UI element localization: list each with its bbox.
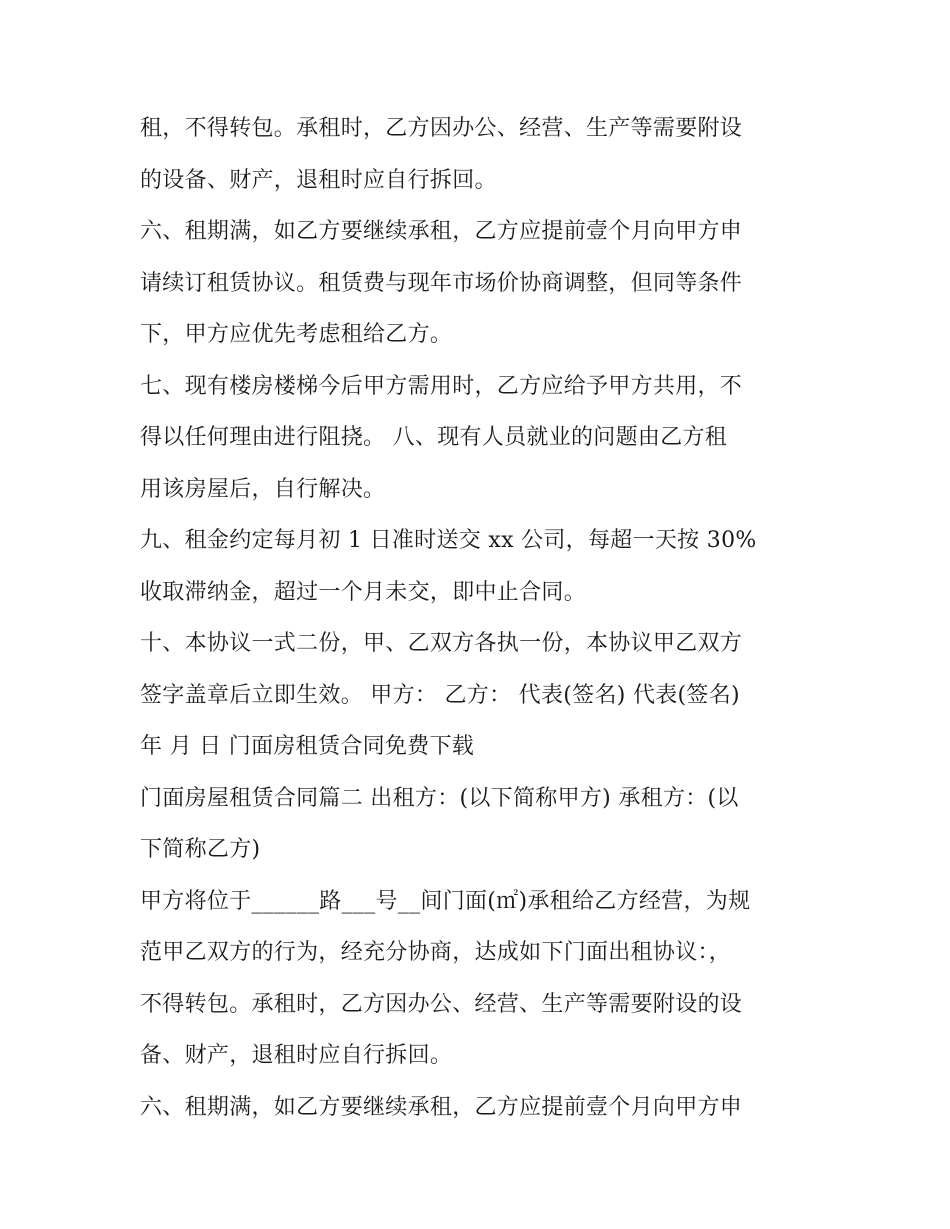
text-line: 门面房屋租赁合同篇二 出租方：(以下简称甲方) 承租方：(以 [140,785,739,811]
text-line: 收取滞纳金，超过一个月未交，即中止合同。 [140,579,587,605]
text-line: 六、租期满，如乙方要继续承租，乙方应提前壹个月向甲方申 [140,219,743,244]
text-line: 签字盖章后立即生效。 甲方： 乙方： 代表(签名) 代表(签名) [140,682,740,708]
text-line: 下简称乙方) [140,837,261,862]
text-line: 七、现有楼房楼梯今后甲方需用时，乙方应给予甲方共用，不 [140,373,743,399]
text-line: 九、租金约定每月初 1 日准时送交 xx 公司，每超一天按 30% [140,528,757,553]
text-line: 不得转包。承租时，乙方因办公、经营、生产等需要附设的设 [140,991,743,1017]
text-line: 租，不得转包。承租时，乙方因办公、经营、生产等需要附设 [140,116,743,141]
text-line: 下，甲方应优先考虑租给乙方。 [140,322,453,347]
text-line: 的设备、财产，退租时应自行拆回。 [140,167,497,193]
document-body [140,103,820,1133]
text-line: 年 月 日 门面房租赁合同免费下载 [140,734,475,759]
text-line: 得以任何理由进行阻挠。 八、现有人员就业的问题由乙方租 [140,425,728,450]
text-line: 十、本协议一式二份，甲、乙双方各执一份，本协议甲乙双方 [140,631,743,656]
text-line: 请续订租赁协议。租赁费与现年市场价协商调整，但同等条件 [140,270,743,296]
text-line: 用该房屋后，自行解决。 [140,476,386,502]
text-line: 备、财产，退租时应自行拆回。 [140,1043,453,1068]
text-line: 范甲乙双方的行为，经充分协商，达成如下门面出租协议：， [140,940,732,965]
text-line: 六、租期满，如乙方要继续承租，乙方应提前壹个月向甲方申 [140,1094,743,1120]
text-line: 甲方将位于______路___号__间门面(㎡)承租给乙方经营，为规 [140,888,751,914]
